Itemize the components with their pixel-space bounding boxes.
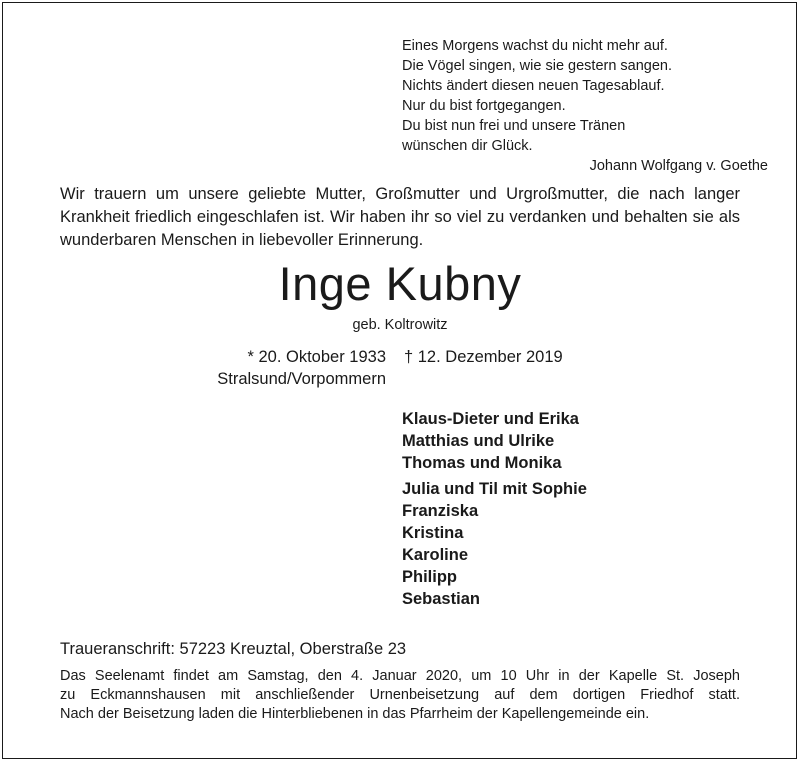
poem-line: Du bist nun frei und unsere Tränen xyxy=(402,118,626,134)
service-notice xyxy=(60,667,740,724)
poem xyxy=(402,36,772,176)
birth-info xyxy=(200,346,386,390)
family-member: Kristina xyxy=(402,524,464,542)
family-member: Franziska xyxy=(402,502,479,520)
family-member: Julia und Til mit Sophie xyxy=(402,480,587,498)
poem-line: Nur du bist fortgegangen. xyxy=(402,98,566,114)
maiden-name: geb. Koltrowitz xyxy=(352,317,448,333)
poem-line: Nichts ändert diesen neuen Tagesablauf. xyxy=(402,78,665,94)
intro-text: Wir trauern um unsere geliebte Mutter, Großmutter und Urgroßmutter, die nach langer Krankheit friedlich eingeschlafen ist. Wir haben ihr so viel zu verdanken und behalten sie als wunderbaren Menschen in liebevoller Erinnerung. xyxy=(60,185,740,249)
poem-line: wünschen dir Glück. xyxy=(402,138,533,154)
family-member: Sebastian xyxy=(402,590,480,608)
birth-date: * 20. Oktober 1933 xyxy=(247,348,386,366)
family-member: Thomas und Monika xyxy=(402,454,562,472)
family-member: Matthias und Ulrike xyxy=(402,432,555,450)
birth-place: Stralsund/Vorpommern xyxy=(217,370,386,388)
family-member: Karoline xyxy=(402,546,469,564)
notice-line: zu Eckmannshausen mit anschließender Urnenbeisetzung auf dem dortigen Friedhof statt. xyxy=(60,687,740,703)
poem-author: Johann Wolfgang v. Goethe xyxy=(589,158,768,174)
notice-line: Das Seelenamt findet am Samstag, den 4. Januar 2020, um 10 Uhr in der Kapelle St. Joseph xyxy=(60,668,740,684)
family-member: Philipp xyxy=(402,568,457,586)
family-member: Klaus-Dieter und Erika xyxy=(402,410,579,428)
notice-line: Nach der Beisetzung laden die Hinterbliebenen in das Pfarrheim der Kapellengemeinde ein. xyxy=(60,706,650,722)
poem-line: Eines Morgens wachst du nicht mehr auf. xyxy=(402,38,668,54)
deceased-name: Inge Kubny xyxy=(278,257,522,310)
mourning-address: Traueranschrift: 57223 Kreuztal, Oberstraße 23 xyxy=(60,640,407,658)
poem-line: Die Vögel singen, wie sie gestern sangen. xyxy=(402,58,673,74)
death-date: † 12. Dezember 2019 xyxy=(404,348,563,366)
family-grandchildren xyxy=(402,478,587,610)
family-children xyxy=(402,408,579,474)
